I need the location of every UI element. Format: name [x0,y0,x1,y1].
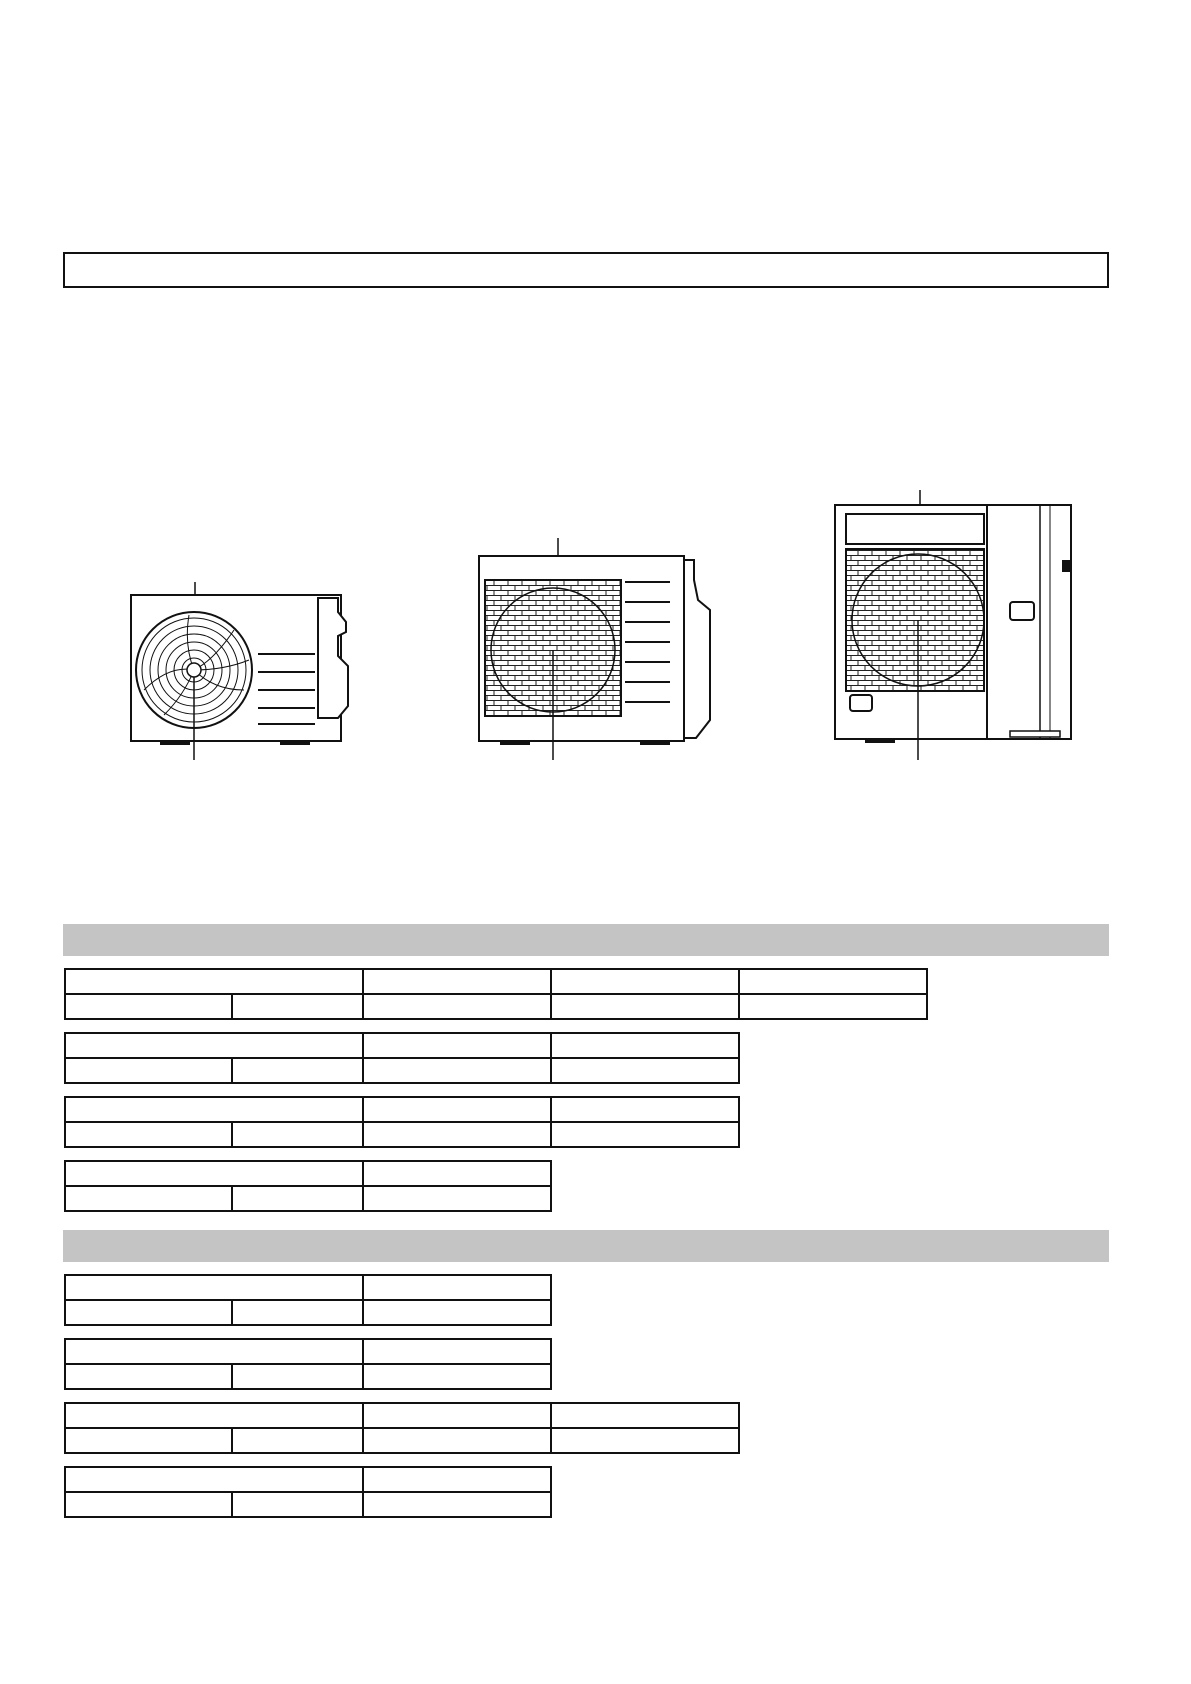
table-row [65,1033,739,1058]
spec-table-6 [64,1338,552,1390]
table-row [65,1275,551,1300]
table-row [65,1097,739,1122]
table-row [65,1300,551,1325]
table-row [65,1492,551,1517]
spec-table-1 [64,968,928,1020]
table-row [65,1161,551,1186]
table-row [65,969,927,994]
outdoor-unit-small-figure [131,582,348,760]
section-2-heading-bar [63,1230,1109,1262]
table-row [65,1403,739,1428]
table-row [65,994,927,1019]
header-banner-box [63,252,1109,288]
table-row [65,1339,551,1364]
table-row [65,1467,551,1492]
section-1-heading-bar [63,924,1109,956]
table-row [65,1058,739,1083]
spec-table-7 [64,1402,740,1454]
table-row [65,1364,551,1389]
table-row [65,1186,551,1211]
table-row [65,1428,739,1453]
outdoor-unit-large-figure [835,490,1071,760]
outdoor-unit-illustrations [0,480,1191,770]
spec-table-4 [64,1160,552,1212]
spec-table-8 [64,1466,552,1518]
spec-table-5 [64,1274,552,1326]
spec-table-2 [64,1032,740,1084]
outdoor-unit-medium-figure [479,538,710,760]
table-row [65,1122,739,1147]
spec-table-3 [64,1096,740,1148]
